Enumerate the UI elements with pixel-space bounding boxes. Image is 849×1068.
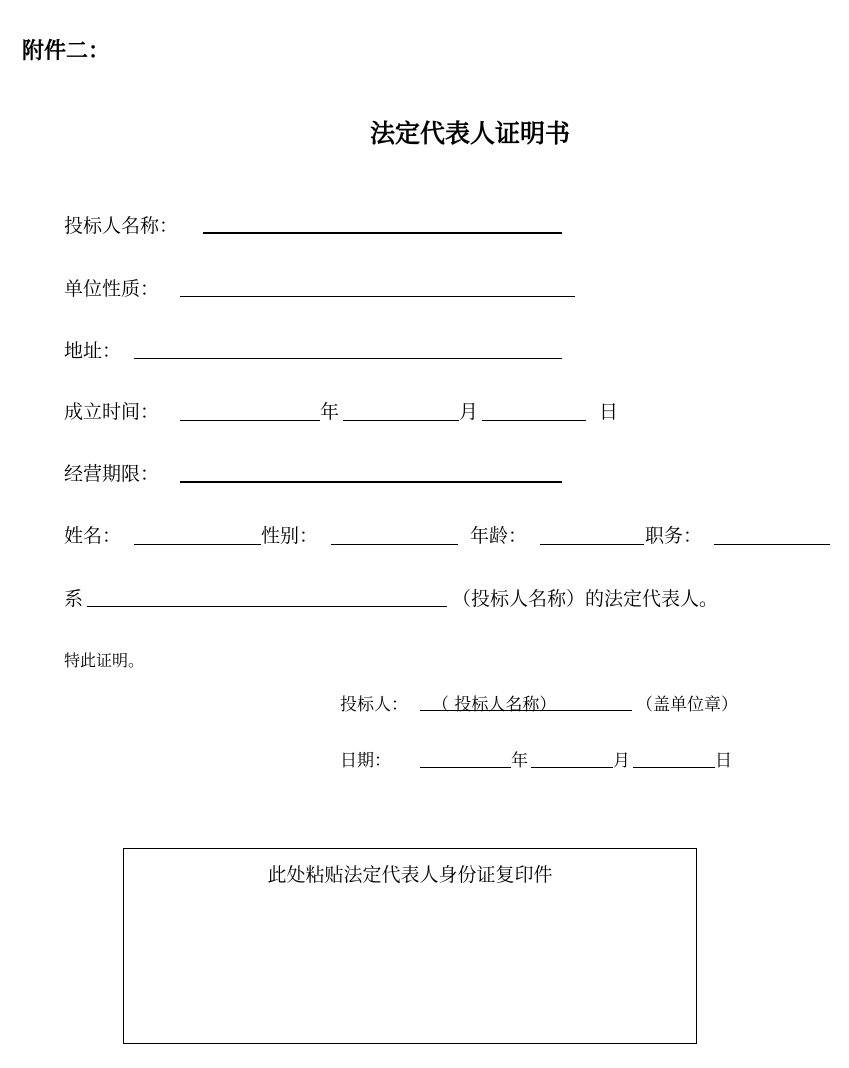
bidder-name-field[interactable] — [203, 232, 562, 234]
signature-day-field[interactable] — [633, 767, 715, 768]
business-term-label: 经营期限： — [64, 463, 160, 485]
address-field[interactable] — [134, 358, 562, 359]
id-copy-instruction: 此处粘贴法定代表人身份证复印件 — [267, 864, 553, 886]
gender-field[interactable] — [331, 544, 458, 545]
signature-date-label: 日期： — [340, 751, 391, 771]
signature-day-unit: 日 — [715, 751, 732, 771]
signature-bidder-label: 投标人： — [340, 695, 408, 715]
age-field[interactable] — [540, 544, 644, 545]
seal-note: （盖单位章） — [636, 695, 738, 715]
certify-text: 特此证明。 — [64, 651, 145, 670]
address-label: 地址： — [64, 340, 122, 362]
position-field[interactable] — [714, 544, 830, 545]
signature-year-field[interactable] — [420, 767, 511, 768]
document-title: 法定代表人证明书 — [369, 119, 570, 148]
signature-bidder-value: （ 投标人名称） — [432, 695, 557, 715]
id-copy-box — [123, 848, 697, 1044]
statement-prefix: 系 — [64, 588, 84, 610]
statement-suffix: （投标人名称）的法定代表人。 — [452, 588, 719, 610]
established-year-unit: 年 — [320, 401, 340, 423]
bidder-name-label: 投标人名称： — [64, 215, 179, 237]
unit-nature-field[interactable] — [180, 296, 575, 297]
statement-bidder-field[interactable] — [87, 606, 447, 607]
name-label: 姓名： — [64, 525, 122, 547]
signature-month-field[interactable] — [531, 767, 613, 768]
established-year-field[interactable] — [180, 420, 320, 421]
established-label: 成立时间： — [64, 401, 160, 423]
signature-year-unit: 年 — [511, 751, 528, 771]
established-month-unit: 月 — [459, 401, 479, 423]
name-field[interactable] — [134, 544, 261, 545]
gender-label: 性别： — [261, 525, 319, 547]
established-day-unit: 日 — [599, 401, 619, 423]
signature-month-unit: 月 — [613, 751, 630, 771]
established-day-field[interactable] — [482, 420, 586, 421]
business-term-field[interactable] — [180, 481, 562, 483]
established-month-field[interactable] — [343, 420, 459, 421]
position-label: 职务： — [645, 525, 703, 547]
unit-nature-label: 单位性质： — [64, 278, 160, 300]
attachment-label: 附件二： — [22, 39, 111, 64]
age-label: 年龄： — [470, 525, 528, 547]
signature-bidder-field[interactable] — [420, 690, 632, 715]
